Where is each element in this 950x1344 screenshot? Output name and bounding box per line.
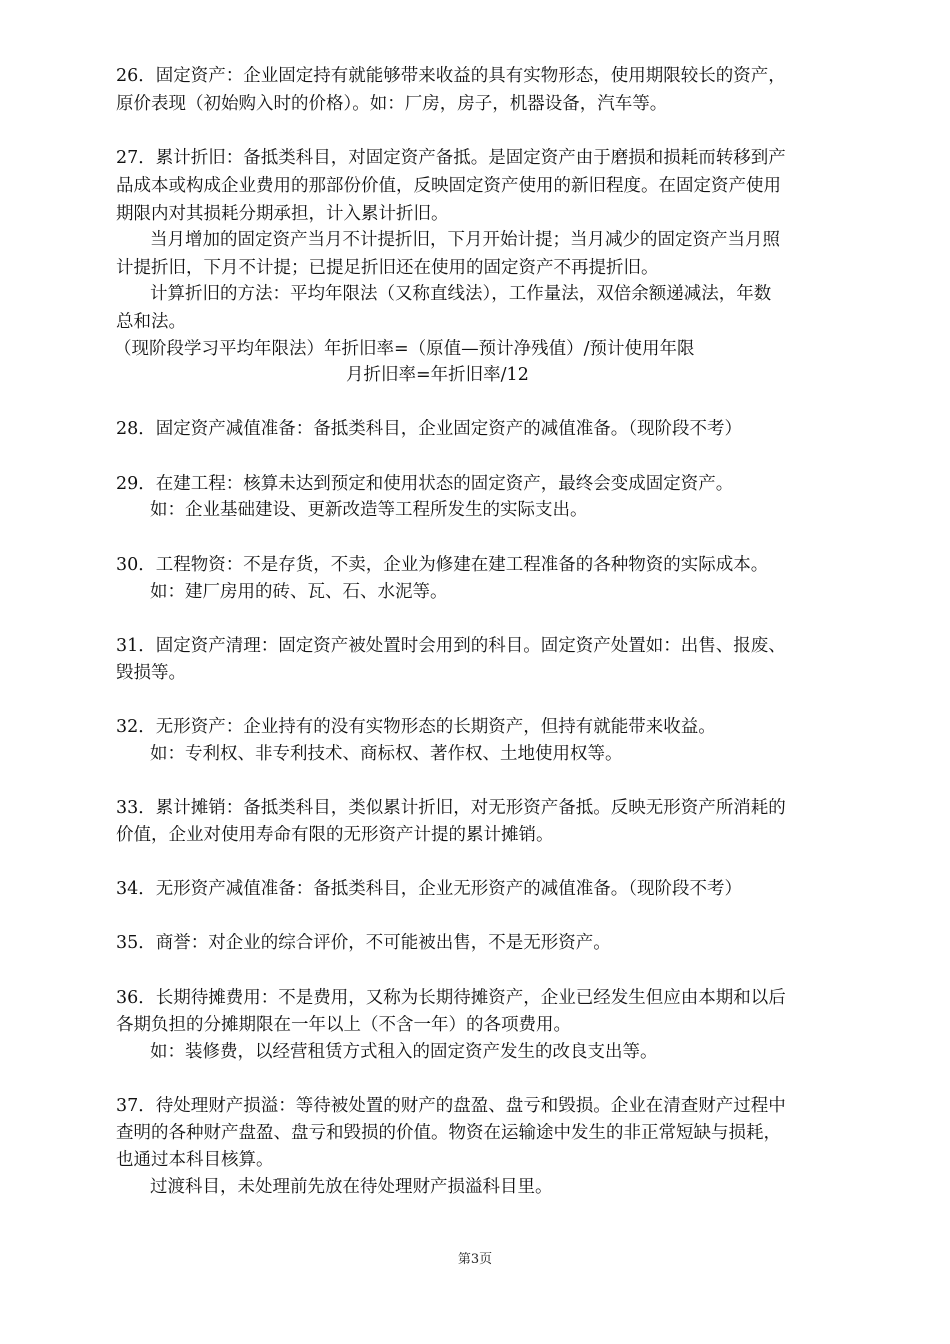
entry-30-line-2: 如：建厂房用的砖、瓦、石、水泥等。 bbox=[150, 582, 448, 602]
entry-26-line-1: 26．固定资产：企业固定持有就能够带来收益的具有实物形态，使用期限较长的资产， bbox=[116, 66, 786, 86]
entry-29-line-2: 如：企业基础建设、更新改造等工程所发生的实际支出。 bbox=[150, 500, 588, 520]
entry-36-line-1: 36．长期待摊费用：不是费用，又称为长期待摊资产，企业已经发生但应由本期和以后 bbox=[116, 988, 786, 1008]
entry-37-line-4: 过渡科目，未处理前先放在待处理财产损溢科目里。 bbox=[150, 1177, 553, 1197]
entry-31-line-2: 毁损等。 bbox=[116, 663, 186, 683]
entry-35-line-1: 35．商誉：对企业的综合评价，不可能被出售，不是无形资产。 bbox=[116, 933, 611, 953]
entry-27-para2-line-1: 当月增加的固定资产当月不计提折旧，下月开始计提；当月减少的固定资产当月照 bbox=[150, 230, 780, 250]
entry-27-line-3: 期限内对其损耗分期承担，计入累计折旧。 bbox=[116, 204, 449, 224]
entry-32-line-1: 32．无形资产：企业持有的没有实物形态的长期资产，但持有就能带来收益。 bbox=[116, 717, 716, 737]
entry-27-para3-line-1: 计算折旧的方法：平均年限法（又称直线法），工作量法，双倍余额递减法，年数 bbox=[150, 284, 772, 304]
entry-36-line-2: 各期负担的分摊期限在一年以上（不含一年）的各项费用。 bbox=[116, 1015, 571, 1035]
entry-27-para2-line-2: 计提折旧，下月不计提；已提足折旧还在使用的固定资产不再提折旧。 bbox=[116, 258, 659, 278]
entry-37-line-2: 查明的各种财产盘盈、盘亏和毁损的价值。物资在运输途中发生的非正常短缺与损耗， bbox=[116, 1123, 781, 1143]
entry-33-line-2: 价值，企业对使用寿命有限的无形资产计提的累计摊销。 bbox=[116, 825, 554, 845]
entry-26-line-2: 原价表现（初始购入时的价格）。如：厂房，房子，机器设备，汽车等。 bbox=[116, 94, 668, 114]
entry-33-line-1: 33．累计摊销：备抵类科目，类似累计折旧，对无形资产备抵。反映无形资产所消耗的 bbox=[116, 798, 786, 818]
entry-27-formula-1: （现阶段学习平均年限法）年折旧率=（原值—预计净残值）/预计使用年限 bbox=[114, 339, 695, 359]
entry-27-line-2: 品成本或构成企业费用的那部份价值，反映固定资产使用的新旧程度。在固定资产使用 bbox=[116, 176, 781, 196]
entry-27-line-1: 27．累计折旧：备抵类科目，对固定资产备抵。是固定资产由于磨损和损耗而转移到产 bbox=[116, 148, 786, 168]
entry-37-line-1: 37．待处理财产损溢：等待被处置的财产的盘盈、盘亏和毁损。企业在清查财产过程中 bbox=[116, 1096, 786, 1116]
entry-32-line-2: 如：专利权、非专利技术、商标权、著作权、土地使用权等。 bbox=[150, 744, 623, 764]
entry-27-para3-line-2: 总和法。 bbox=[116, 312, 186, 332]
entry-27-formula-2: 月折旧率=年折旧率/12 bbox=[346, 365, 529, 385]
entry-30-line-1: 30．工程物资：不是存货，不卖，企业为修建在建工程准备的各种物资的实际成本。 bbox=[116, 555, 769, 575]
entry-34-line-1: 34．无形资产减值准备：备抵类科目，企业无形资产的减值准备。（现阶段不考） bbox=[116, 879, 743, 899]
entry-36-line-3: 如：装修费，以经营租赁方式租入的固定资产发生的改良支出等。 bbox=[150, 1042, 658, 1062]
entry-31-line-1: 31．固定资产清理：固定资产被处置时会用到的科目。固定资产处置如：出售、报废、 bbox=[116, 636, 786, 656]
entry-29-line-1: 29．在建工程：核算未达到预定和使用状态的固定资产，最终会变成固定资产。 bbox=[116, 474, 734, 494]
entry-28-line-1: 28．固定资产减值准备：备抵类科目，企业固定资产的减值准备。（现阶段不考） bbox=[116, 419, 743, 439]
entry-37-line-3: 也通过本科目核算。 bbox=[116, 1150, 274, 1170]
page-number: 第3页 bbox=[457, 1252, 493, 1267]
